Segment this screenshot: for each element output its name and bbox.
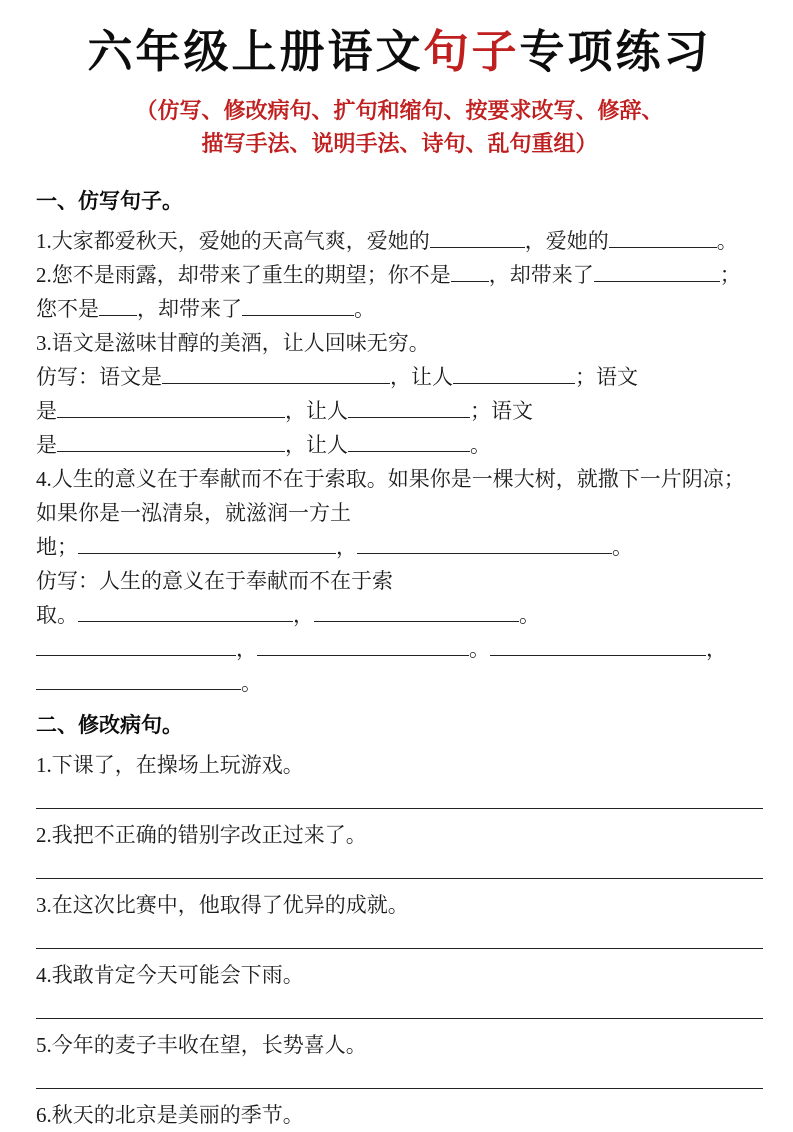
subtitle — [36, 94, 763, 160]
section-heading: 二、修改病句。 — [36, 713, 183, 738]
worksheet-line — [36, 818, 763, 852]
line-text: ，却带来了 — [137, 297, 242, 322]
line-text: 。 — [241, 671, 262, 696]
subtitle-line-1: （仿写、修改病句、扩句和缩句、按要求改写、修辞、 — [135, 98, 664, 124]
fill-blank — [242, 295, 354, 316]
fill-blank — [609, 227, 717, 248]
line-text: 2.您不是雨露，却带来了重生的期望；你不是 — [36, 263, 451, 288]
line-text: 。 — [354, 297, 375, 322]
line-text: ， — [336, 535, 357, 560]
title-prefix: 六年级上册语文 — [87, 27, 424, 77]
fill-blank — [36, 669, 241, 690]
worksheet-line — [36, 394, 763, 428]
worksheet-line — [36, 632, 763, 666]
fill-blank — [162, 363, 390, 384]
line-text: 3.在这次比赛中，他取得了优异的成就。 — [36, 893, 409, 918]
worksheet-line — [36, 958, 763, 992]
worksheet-line — [36, 1028, 763, 1062]
answer-rule — [36, 948, 763, 949]
line-text: 1.下课了，在操场上玩游戏。 — [36, 753, 304, 778]
fill-blank — [257, 635, 469, 656]
fill-blank — [490, 635, 706, 656]
line-text: ；语文 — [470, 399, 533, 424]
fill-blank — [99, 295, 137, 316]
title-highlight: 句子 — [423, 27, 520, 77]
section-heading: 一、仿写句子。 — [36, 189, 183, 214]
title-suffix: 专项练习 — [519, 27, 712, 77]
worksheet-line — [36, 888, 763, 922]
fill-blank — [348, 431, 470, 452]
worksheet-line — [36, 530, 763, 564]
fill-blank — [78, 601, 293, 622]
fill-blank — [57, 431, 285, 452]
line-text: 您不是 — [36, 297, 99, 322]
fill-blank — [36, 635, 236, 656]
page-title — [36, 24, 763, 80]
fill-blank — [453, 363, 575, 384]
line-text: 是 — [36, 433, 57, 458]
worksheet-line — [36, 598, 763, 632]
line-text: ，让人 — [285, 433, 348, 458]
answer-rule — [36, 1018, 763, 1019]
line-text: 5.今年的麦子丰收在望，长势喜人。 — [36, 1033, 367, 1058]
worksheet-line — [36, 292, 763, 326]
line-text: 4.我敢肯定今天可能会下雨。 — [36, 963, 304, 988]
worksheet-line — [36, 496, 763, 530]
worksheet-line — [36, 360, 763, 394]
line-text: 。 — [519, 603, 540, 628]
line-text: 4.人生的意义在于奉献而不在于索取。如果你是一棵大树，就撒下一片阴凉； — [36, 467, 745, 492]
line-text: ，让人 — [285, 399, 348, 424]
line-text: 3.语文是滋味甘醇的美酒，让人回味无穷。 — [36, 331, 430, 356]
fill-blank — [314, 601, 519, 622]
worksheet-line — [36, 1098, 763, 1132]
worksheet-line — [36, 748, 763, 782]
fill-blank — [451, 261, 489, 282]
line-text: 。 — [469, 637, 490, 662]
worksheet-section — [36, 710, 763, 1132]
answer-rule — [36, 808, 763, 809]
line-text: 取。 — [36, 603, 78, 628]
worksheet-line — [36, 564, 763, 598]
line-text: ；语文 — [575, 365, 638, 390]
fill-blank — [57, 397, 285, 418]
line-text: 仿写：语文是 — [36, 365, 162, 390]
line-text: 6.秋天的北京是美丽的季节。 — [36, 1103, 304, 1128]
line-text: 地； — [36, 535, 78, 560]
line-text: ， — [236, 637, 257, 662]
line-text: 2.我把不正确的错别字改正过来了。 — [36, 823, 367, 848]
line-text: 1.大家都爱秋天，爱她的天高气爽，爱她的 — [36, 229, 430, 254]
worksheet-section — [36, 186, 763, 700]
line-text: ； — [719, 263, 741, 288]
subtitle-line-2: 描写手法、说明手法、诗句、乱句重组） — [201, 131, 598, 157]
fill-blank — [594, 261, 720, 282]
line-text: 是 — [36, 399, 57, 424]
worksheet-sections — [36, 186, 763, 1132]
fill-blank — [78, 533, 336, 554]
worksheet-line — [36, 258, 763, 292]
line-text: 。 — [716, 229, 738, 254]
line-text: ， — [706, 637, 727, 662]
fill-blank — [357, 533, 612, 554]
line-text: 如果你是一泓清泉，就滋润一方土 — [36, 501, 351, 526]
line-text: ，却带来了 — [488, 263, 594, 288]
answer-rule — [36, 878, 763, 879]
worksheet-line — [36, 666, 763, 700]
worksheet-line — [36, 462, 763, 496]
line-text: 仿写：人生的意义在于奉献而不在于索 — [36, 569, 393, 594]
line-text: 。 — [612, 535, 633, 560]
fill-blank — [348, 397, 470, 418]
fill-blank — [430, 227, 525, 248]
worksheet-line — [36, 224, 763, 258]
worksheet-line — [36, 326, 763, 360]
line-text: ，让人 — [390, 365, 453, 390]
worksheet-line — [36, 428, 763, 462]
line-text: ，爱她的 — [524, 229, 609, 254]
line-text: ， — [293, 603, 314, 628]
answer-rule — [36, 1088, 763, 1089]
line-text: 。 — [470, 433, 491, 458]
